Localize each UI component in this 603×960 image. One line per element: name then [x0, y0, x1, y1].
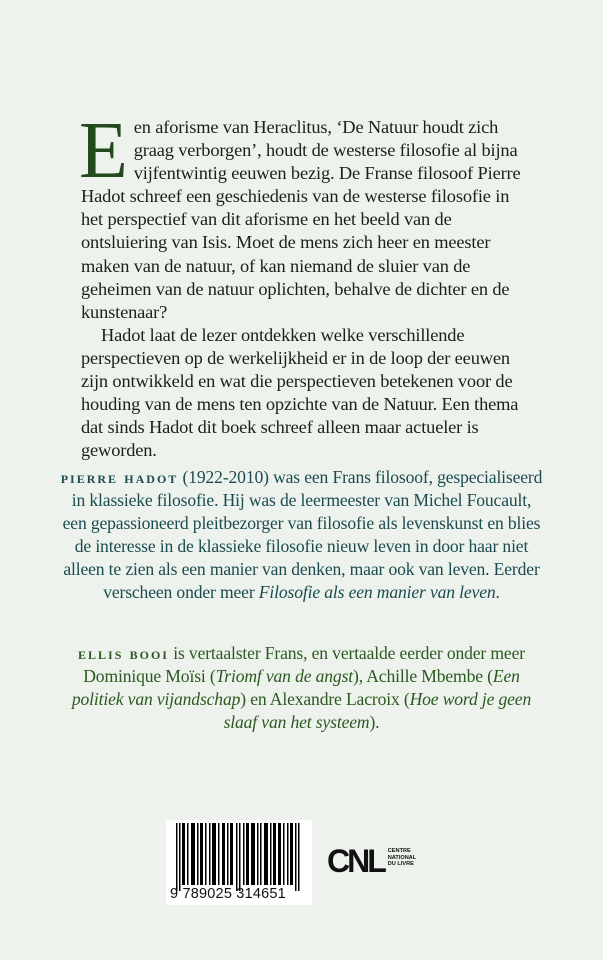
cnl-logo: [327, 843, 417, 879]
drop-cap: E: [79, 107, 128, 195]
author-bio-end: .: [495, 582, 500, 602]
translator-book-2: Een politiek van vijandschap: [71, 666, 520, 709]
cnl-line-2: NATIONAL: [387, 854, 417, 861]
back-cover-blurb: [79, 107, 525, 462]
translator-bio-text-3: ) en Alexandre Lacroix (: [240, 689, 410, 709]
author-bio-text: (1922-2010) was een Frans filosoof, gespecialiseerd in klassieke filosofie. Hij was de leermeester van Michel Foucault, een gepassioneerd pleitbezorger van filosofie als levenskunst en blies de interesse in de klassieke filosofie nieuw leven in door haar niet alleen te zien als een manier van denken, maar ook van leven. Eerder verscheen onder meer: [62, 467, 543, 602]
blurb-paragraph-1: [79, 107, 525, 324]
translator-bio: [60, 642, 543, 734]
cnl-line-3: DU LIVRE: [387, 861, 414, 868]
barcode-bars-icon: [172, 823, 306, 891]
isbn-barcode: [166, 820, 312, 905]
translator-bio-text-1: is vertaalster Frans, en vertaalde eerder onder meer Dominique Moïsi (: [83, 643, 525, 686]
author-bio: [60, 466, 543, 604]
author-book-title: Filosofie als een manier van leven: [258, 582, 496, 602]
cnl-logo-text: [388, 848, 416, 868]
cnl-logo-mark: CNL: [327, 843, 384, 879]
translator-name: ellis booi: [78, 644, 169, 663]
cnl-line-1: CENTRE: [387, 848, 411, 855]
translator-bio-text-2: ), Achille Mbembe (: [353, 666, 493, 686]
blurb-paragraph-1-text: en aforisme van Heraclitus, ‘De Natuur houdt zich graag verborgen’, houdt de westerse filosofie al bijna vijfentwintig eeuwen bezig. De Franse filosoof Pierre Hadot schreef een geschiedenis van de westerse filosofie in het perspectief van dit aforisme en het beeld van de ontsluiering van Isis. Moet de mens zich heer en meester maken van de natuur, of kan niemand de sluier van de geheimen van de natuur oplichten, behalve de dichter en de kunstenaar?: [81, 117, 521, 322]
isbn-number: 9 789025 314651: [170, 886, 286, 902]
author-name: pierre hadot: [60, 468, 179, 487]
translator-book-1: Triomf van de angst: [215, 666, 354, 686]
translator-bio-text-4: ).: [369, 712, 380, 732]
translator-book-3: Hoe word je geen slaaf van het systeem: [223, 689, 532, 732]
blurb-paragraph-2: Hadot laat de lezer ontdekken welke verschillende perspectieven op de werkelijkheid er in de loop der eeuwen zijn ontwikkeld en wat die perspectieven betekenen voor de houding van de mens ten opzichte van de Natuur. Een thema dat sinds Hadot dit boek schreef alleen maar actueler is geworden.: [81, 324, 519, 461]
